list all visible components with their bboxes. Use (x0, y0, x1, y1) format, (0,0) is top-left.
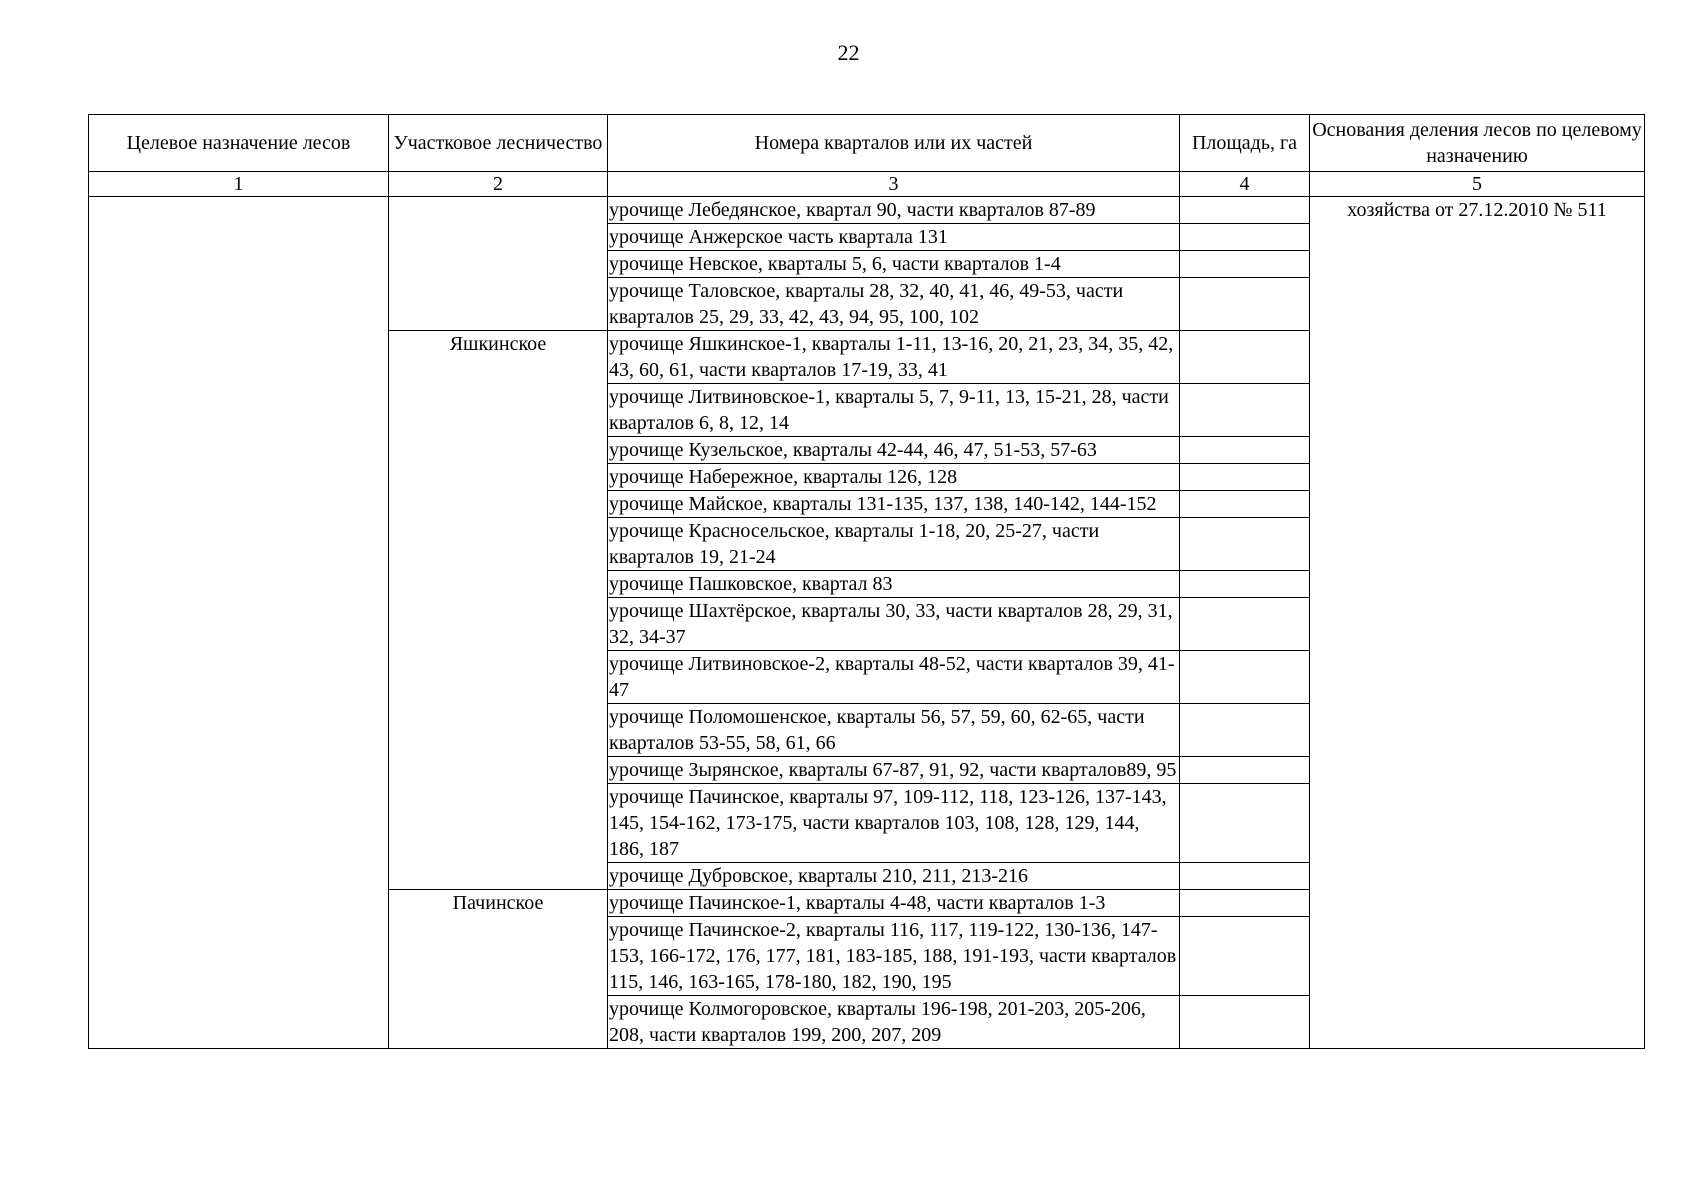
header-quarters: Номера кварталов или их частей (608, 115, 1180, 172)
quarters-cell: урочище Зырянское, кварталы 67-87, 91, 92, части кварталов89, 95 (608, 757, 1180, 784)
area-cell (1180, 437, 1310, 464)
area-cell (1180, 571, 1310, 598)
header-district: Участковое лесничество (389, 115, 608, 172)
area-cell (1180, 784, 1310, 863)
area-cell (1180, 224, 1310, 251)
quarters-cell: урочище Литвиновское-2, кварталы 48-52, части кварталов 39, 41-47 (608, 651, 1180, 704)
area-cell (1180, 917, 1310, 996)
quarters-cell: урочище Пачинское-1, кварталы 4-48, части кварталов 1-3 (608, 890, 1180, 917)
quarters-cell: урочище Пашковское, квартал 83 (608, 571, 1180, 598)
area-cell (1180, 464, 1310, 491)
quarters-cell: урочище Литвиновское-1, кварталы 5, 7, 9-11, 13, 15-21, 28, части кварталов 6, 8, 12, 14 (608, 384, 1180, 437)
quarters-cell: урочище Таловское, кварталы 28, 32, 40, 41, 46, 49-53, части кварталов 25, 29, 33, 42, 43, 94, 95, 100, 102 (608, 278, 1180, 331)
column-number: 4 (1180, 172, 1310, 197)
quarters-cell: урочище Колмогоровское, кварталы 196-198, 201-203, 205-206, 208, части кварталов 199, 200, 207, 209 (608, 996, 1180, 1049)
column-number: 3 (608, 172, 1180, 197)
area-cell (1180, 598, 1310, 651)
column-number-row (89, 172, 1645, 197)
forest-purpose-table (88, 114, 1645, 1049)
quarters-cell: урочище Майское, кварталы 131-135, 137, 138, 140-142, 144-152 (608, 491, 1180, 518)
quarters-cell: урочище Пачинское-2, кварталы 116, 117, 119-122, 130-136, 147-153, 166-172, 176, 177, 181, 183-185, 188, 191-193, части кварталов 115, 146, 163-165, 178-180, 182, 190, 195 (608, 917, 1180, 996)
quarters-cell: урочище Лебедянское, квартал 90, части кварталов 87-89 (608, 197, 1180, 224)
district-cell (389, 197, 608, 331)
quarters-cell: урочище Анжерское часть квартала 131 (608, 224, 1180, 251)
district-cell: Яшкинское (389, 331, 608, 890)
quarters-cell: урочище Яшкинское-1, кварталы 1-11, 13-16, 20, 21, 23, 34, 35, 42, 43, 60, 61, части кварталов 17-19, 33, 41 (608, 331, 1180, 384)
quarters-cell: урочище Красносельское, кварталы 1-18, 20, 25-27, части кварталов 19, 21-24 (608, 518, 1180, 571)
quarters-cell: урочище Пачинское, кварталы 97, 109-112, 118, 123-126, 137-143, 145, 154-162, 173-175, части кварталов 103, 108, 128, 129, 144, 186, 187 (608, 784, 1180, 863)
basis-cell: хозяйства от 27.12.2010 № 511 (1310, 197, 1645, 1049)
column-number: 2 (389, 172, 608, 197)
area-cell (1180, 278, 1310, 331)
area-cell (1180, 331, 1310, 384)
column-number: 1 (89, 172, 389, 197)
area-cell (1180, 491, 1310, 518)
area-cell (1180, 996, 1310, 1049)
table-row (89, 197, 1645, 224)
district-cell: Пачинское (389, 890, 608, 1049)
quarters-cell: урочище Дубровское, кварталы 210, 211, 213-216 (608, 863, 1180, 890)
quarters-cell: урочище Набережное, кварталы 126, 128 (608, 464, 1180, 491)
quarters-cell: урочище Невское, кварталы 5, 6, части кварталов 1-4 (608, 251, 1180, 278)
area-cell (1180, 197, 1310, 224)
area-cell (1180, 518, 1310, 571)
purpose-cell (89, 197, 389, 1049)
area-cell (1180, 757, 1310, 784)
area-cell (1180, 704, 1310, 757)
header-basis: Основания деления лесов по целевому назначению (1310, 115, 1645, 172)
quarters-cell: урочище Кузельское, кварталы 42-44, 46, 47, 51-53, 57-63 (608, 437, 1180, 464)
quarters-cell: урочище Шахтёрское, кварталы 30, 33, части кварталов 28, 29, 31, 32, 34-37 (608, 598, 1180, 651)
quarters-cell: урочище Поломошенское, кварталы 56, 57, 59, 60, 62-65, части кварталов 53-55, 58, 61, 66 (608, 704, 1180, 757)
header-purpose: Целевое назначение лесов (89, 115, 389, 172)
area-cell (1180, 384, 1310, 437)
column-number: 5 (1310, 172, 1645, 197)
area-cell (1180, 890, 1310, 917)
table-body (89, 197, 1645, 1049)
header-row (89, 115, 1645, 172)
area-cell (1180, 863, 1310, 890)
header-area: Площадь, га (1180, 115, 1310, 172)
area-cell (1180, 651, 1310, 704)
area-cell (1180, 251, 1310, 278)
page-number: 22 (837, 40, 860, 65)
